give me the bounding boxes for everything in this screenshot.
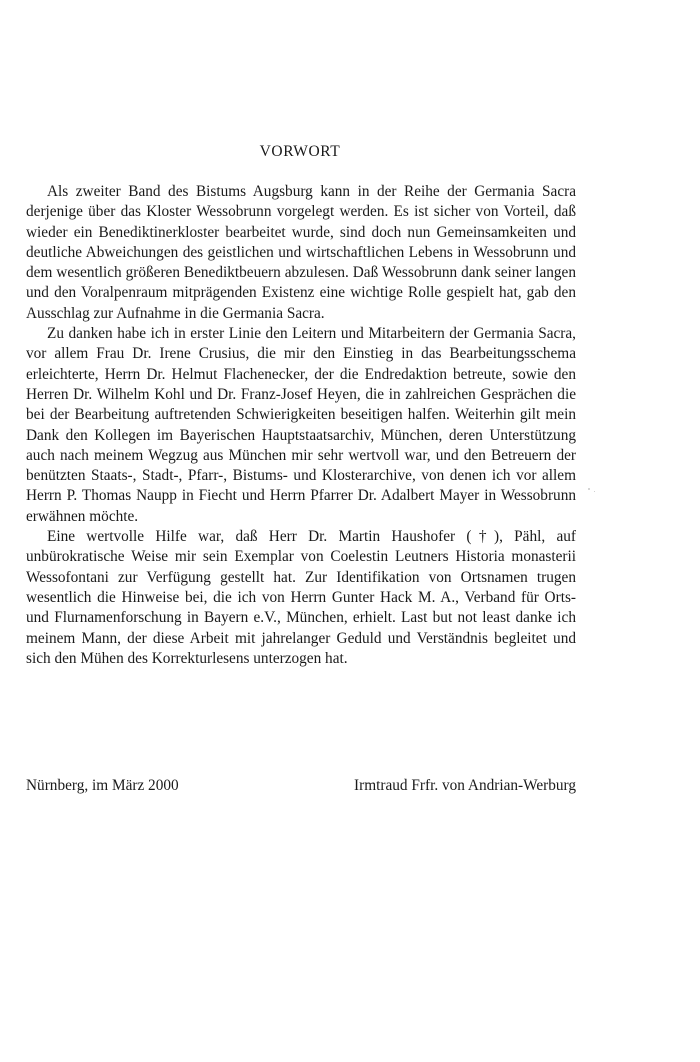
scan-speck: [588, 488, 590, 490]
place-date: Nürnberg, im März 2000: [26, 777, 179, 794]
author-name: Irmtraud Frfr. von Andrian-Werburg: [354, 777, 576, 794]
scan-speck: [594, 491, 595, 492]
page-title: VORWORT: [259, 143, 341, 160]
paragraph-1: Als zweiter Band des Bistums Augsburg kann in der Reihe der Germania Sacra derjenige über das Kloster Wessobrunn vorgelegt werden. Es ist sicher von Vorteil, daß wieder ein Benediktinerkloster bearbeitet wurde, sind doch nun Gemeinsamkeiten und deutliche Abweichungen des geistlichen und wirtschaftlichen Lebens in Wessobrunn und dem wesentlich größeren Benediktbeuern abzulesen. Daß Wessobrunn dank seiner langen und den Voralpenraum mitprägenden Existenz eine wichtige Rolle gespielt hat, gab den Ausschlag zur Aufnahme in die Germania Sacra.: [26, 183, 576, 322]
body-text: [26, 182, 576, 669]
paragraph-3: Eine wertvolle Hilfe war, daß Herr Dr. Martin Haushofer (†), Pähl, auf unbürokratische Weise mir sein Exemplar von Coelestin Leutners Historia monasterii Wessofontani zur Verfügung gestellt hat. Zur Identifikation von Ortsnamen trugen wesentlich die Hinweise bei, die ich von Herrn Gunter Hack M. A., Verband für Orts- und Flurnamenforschung in Bayern e.V., München, erhielt. Last but not least danke ich meinem Mann, der diese Arbeit mit jahrelanger Geduld und Verständnis begleitet und sich den Mühen des Korrekturlesens unterzogen hat.: [26, 528, 576, 667]
paragraph-2: Zu danken habe ich in erster Linie den Leitern und Mitarbeitern der Germania Sacra, vor allem Frau Dr. Irene Crusius, die mir den Einstieg in das Bearbeitungsschema erleichterte, Herrn Dr. Helmut Flachenecker, der die Endredaktion betreute, sowie den Herren Dr. Wilhelm Kohl und Dr. Franz-Josef Heyen, die in zahlreichen Gesprächen die bei der Bearbeitung auftretenden Schwierigkeiten beseitigen halfen. Weiterhin gilt mein Dank den Kollegen im Bayerischen Hauptstaatsarchiv, München, deren Unterstützung auch nach meinem Wegzug aus München mir sehr wertvoll war, und den Betreuern der benützten Staats-, Stadt-, Pfarr-, Bistums- und Klosterarchive, von denen ich vor allem Herrn P. Thomas Naupp in Fiecht und Herrn Pfarrer Dr. Adalbert Mayer in Wessobrunn erwähnen möchte.: [26, 325, 576, 525]
